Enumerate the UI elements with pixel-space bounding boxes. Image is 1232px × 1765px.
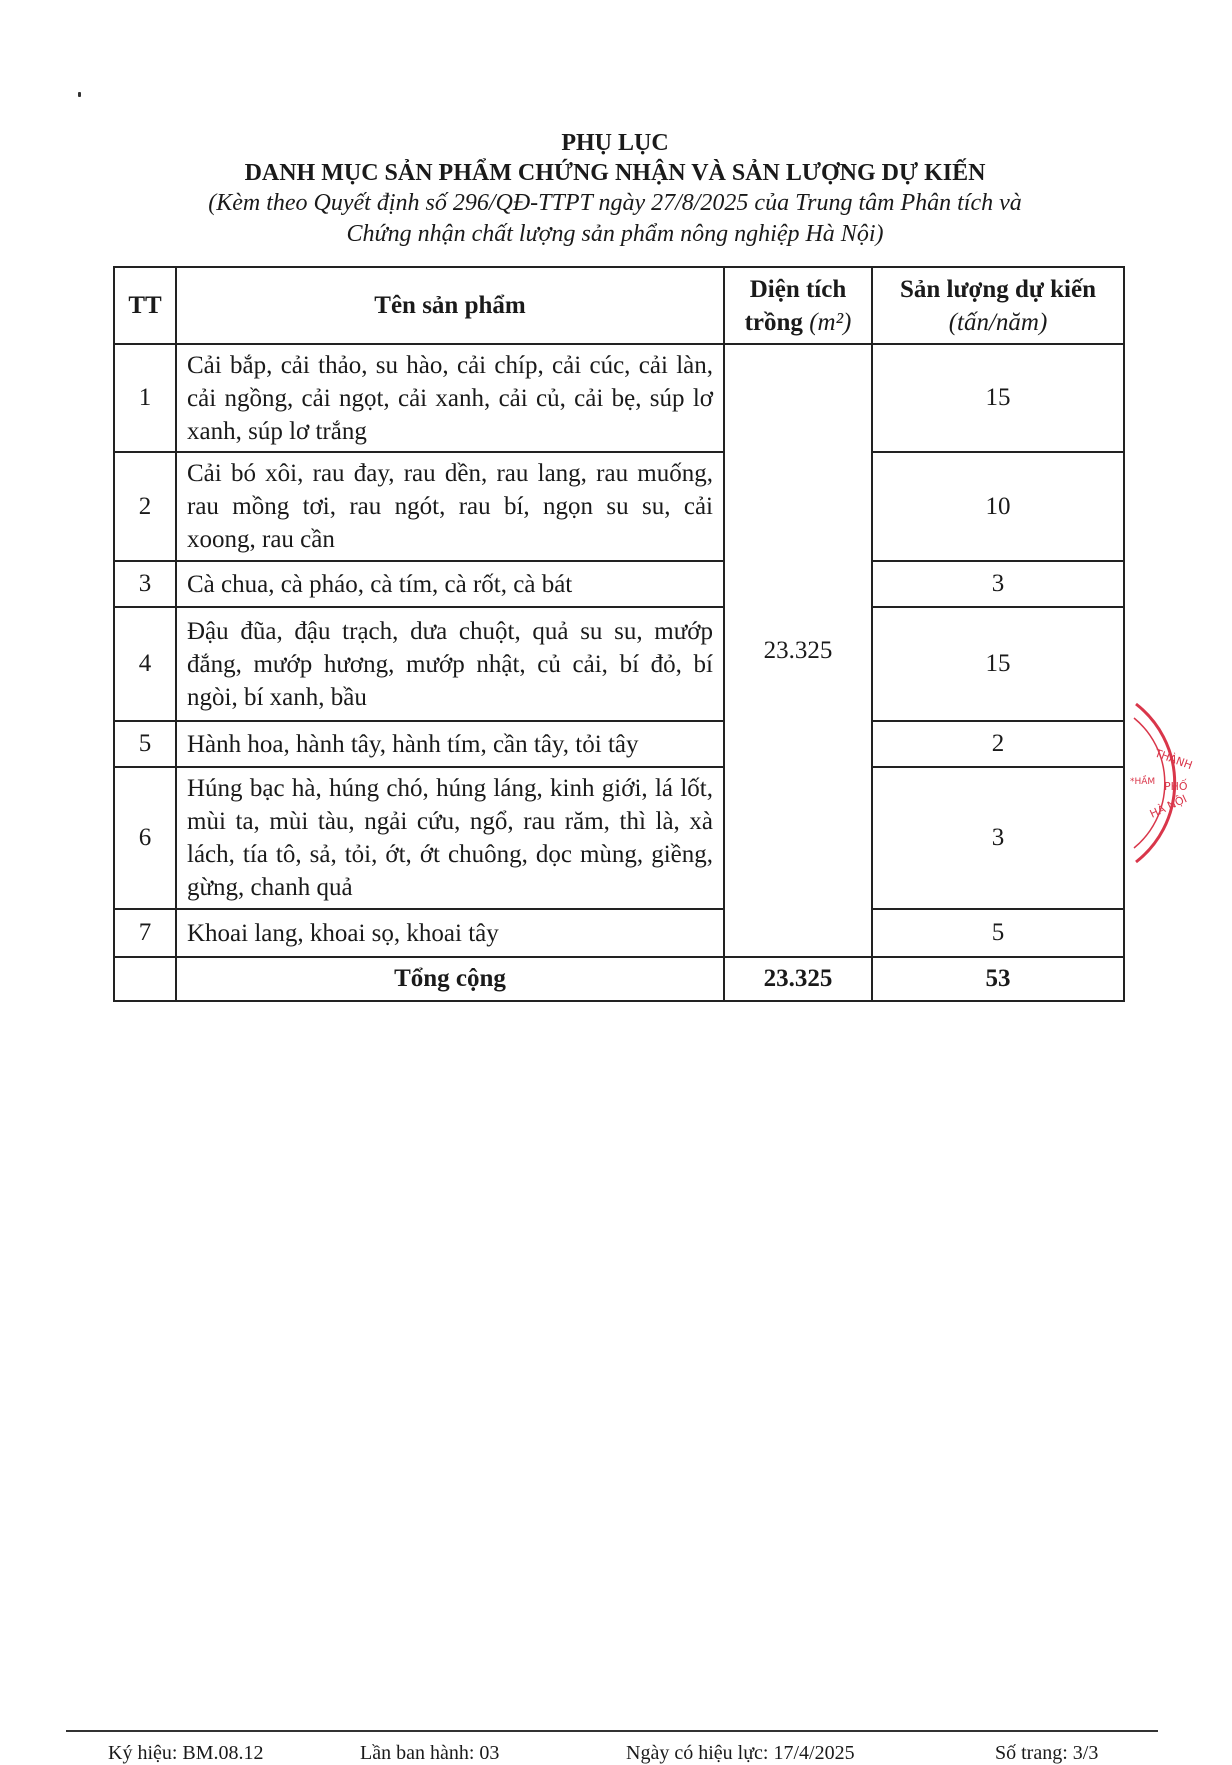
footer-effective-date: Ngày có hiệu lực: 17/4/2025 xyxy=(626,1742,855,1764)
row-yield: 10 xyxy=(872,452,1124,561)
document-header xyxy=(110,128,1120,250)
header-yield xyxy=(872,267,1124,344)
row-product-name: Cải bắp, cải thảo, su hào, cải chíp, cải cúc, cải làn, cải ngồng, cải ngọt, cải xanh, cải củ, cải bẹ, súp lơ xanh, súp lơ trắng xyxy=(176,344,724,452)
official-seal-partial xyxy=(1130,692,1224,876)
table-row xyxy=(114,721,1124,767)
row-yield: 3 xyxy=(872,767,1124,909)
row-product-name: Khoai lang, khoai sọ, khoai tây xyxy=(176,909,724,957)
header-area-line2: trồng xyxy=(744,308,803,336)
footer-code: Ký hiệu: BM.08.12 xyxy=(108,1742,264,1764)
row-tt: 3 xyxy=(114,561,176,607)
product-table xyxy=(113,266,1125,1002)
shared-area-cell: 23.325 xyxy=(724,344,872,957)
appendix-title: PHỤ LỤC xyxy=(561,130,669,156)
header-yield-unit: (tấn/năm) xyxy=(948,308,1048,336)
row-product-name: Hành hoa, hành tây, hành tím, cần tây, tỏi tây xyxy=(176,721,724,767)
row-tt: 4 xyxy=(114,607,176,721)
total-label: Tổng cộng xyxy=(176,957,724,1001)
svg-text:*HẦM: *HẦM xyxy=(1130,777,1156,787)
row-yield: 2 xyxy=(872,721,1124,767)
row-tt: 1 xyxy=(114,344,176,452)
header-product-name: Tên sản phẩm xyxy=(176,267,724,344)
svg-text:HÀ NỘI: HÀ NỘI xyxy=(1147,792,1190,821)
row-product-name: Húng bạc hà, húng chó, húng láng, kinh giới, lá lốt, mùi ta, mùi tàu, ngải cứu, ngổ, rau răm, thì là, xà lách, tía tô, sả, tỏi, ớt, ớt chuông, dọc mùng, giềng, gừng, chanh quả xyxy=(176,767,724,909)
header-area-line1: Diện tích xyxy=(749,275,847,303)
row-product-name: Đậu đũa, đậu trạch, dưa chuột, quả su su, mướp đắng, mướp hương, mướp nhật, củ cải, bí đỏ, bí ngòi, bí xanh, bầu xyxy=(176,607,724,721)
row-yield: 15 xyxy=(872,607,1124,721)
header-yield-line1: Sản lượng dự kiến xyxy=(899,275,1096,303)
row-tt: 5 xyxy=(114,721,176,767)
row-tt: 7 xyxy=(114,909,176,957)
table-row xyxy=(114,607,1124,721)
table-header-row xyxy=(114,267,1124,344)
row-product-name: Cải bó xôi, rau đay, rau dền, rau lang, rau muống, rau mồng tơi, rau ngót, rau bí, ngọn su su, cải xoong, rau cần xyxy=(176,452,724,561)
table-row xyxy=(114,561,1124,607)
row-yield: 15 xyxy=(872,344,1124,452)
total-row xyxy=(114,957,1124,1001)
footer-divider xyxy=(66,1730,1158,1732)
total-tt-cell xyxy=(114,957,176,1001)
header-area xyxy=(724,267,872,344)
table-row xyxy=(114,344,1124,452)
appendix-subtitle: DANH MỤC SẢN PHẨM CHỨNG NHẬN VÀ SẢN LƯỢNG DỰ KIẾN xyxy=(244,160,986,186)
header-area-unit: (m²) xyxy=(809,308,852,336)
appendix-note-line2: Chứng nhận chất lượng sản phẩm nông nghiệp Hà Nội) xyxy=(346,221,884,247)
footer-edition: Lần ban hành: 03 xyxy=(360,1742,500,1764)
svg-text:THÀNH: THÀNH xyxy=(1152,746,1195,773)
row-yield: 5 xyxy=(872,909,1124,957)
footer-page: Số trang: 3/3 xyxy=(995,1742,1099,1764)
total-yield: 53 xyxy=(872,957,1124,1001)
row-tt: 6 xyxy=(114,767,176,909)
appendix-note-line1: (Kèm theo Quyết định số 296/QĐ-TTPT ngày 27/8/2025 của Trung tâm Phân tích và xyxy=(208,190,1022,216)
table-row xyxy=(114,909,1124,957)
table-row xyxy=(114,452,1124,561)
svg-text:PHỐ: PHỐ xyxy=(1164,780,1188,793)
total-area: 23.325 xyxy=(724,957,872,1001)
row-yield: 3 xyxy=(872,561,1124,607)
header-tt: TT xyxy=(114,267,176,344)
row-tt: 2 xyxy=(114,452,176,561)
table-row xyxy=(114,767,1124,909)
row-product-name: Cà chua, cà pháo, cà tím, cà rốt, cà bát xyxy=(176,561,724,607)
scan-speck xyxy=(78,92,81,97)
